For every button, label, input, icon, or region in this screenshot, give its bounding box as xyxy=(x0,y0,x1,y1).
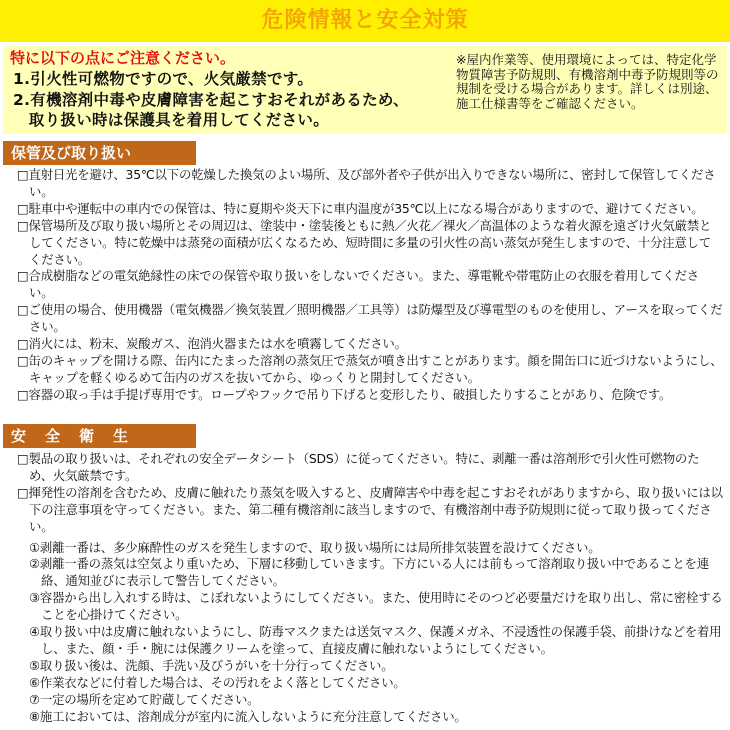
hygiene-list xyxy=(17,451,723,726)
list-item: □駐車中や運転中の車内での保管は、特に夏期や炎天下に車内温度が35℃以上になる場合がありますので、避けてください。 xyxy=(17,200,704,216)
notice-box xyxy=(3,45,727,134)
page-title: 危険情報と安全対策 xyxy=(261,8,469,33)
sub-item: ④取り扱い中は皮膚に触れないようにし、防毒マスクまたは送気マスク、保護メガネ、不浸透性の保護手袋、前掛けなどを着用し、また、顔・手・腕には保護クリームを塗って、直接皮膚に触れないようにしてください。 xyxy=(29,624,722,656)
list-item: □消火には、粉末、炭酸ガス、泡消火器または水を噴霧してください。 xyxy=(17,336,407,352)
list-item: □ご使用の場合、使用機器（電気機器／換気装置／照明機器／工具等）は防爆型及び導電型のものを使用し、アースを取ってください。 xyxy=(17,302,723,335)
list-item: □容器の取っ手は手提げ専用です。ロープやフックで吊り下げると変形したり、破損したりすることがあり、危険です。 xyxy=(17,386,672,402)
notice-heading: 特に以下の点にご注意ください。 xyxy=(10,49,236,67)
notice-line: 取り扱い時は保護具を着用してください。 xyxy=(13,111,330,129)
sub-item: ⑦一定の場所を定めて貯蔵してください。 xyxy=(29,691,260,707)
list-item: □合成樹脂などの電気絶縁性の床での保管や取り扱いをしないでください。また、導電靴や帯電防止の衣服を着用してください。 xyxy=(17,268,699,301)
list-item: □直射日光を避け、35℃以下の乾燥した換気のよい場所、及び部外者や子供が出入りできない場所に、密封して保管してください。 xyxy=(17,167,716,199)
sub-item: ⑥作業衣などに付着した場合は、その汚れをよく落としてください。 xyxy=(29,674,406,690)
notice-line: 2.有機溶剤中毒や皮膚障害を起こすおそれがあるため、 xyxy=(13,91,409,109)
title-band xyxy=(0,0,730,42)
sub-item: ③容器から出し入れする時は、こぼれないようにしてください。また、使用時にそのつど必要量だけを取り出し、常に密栓することを心掛けてください。 xyxy=(29,590,723,623)
sub-item: ②剥離一番の蒸気は空気より重いため、下層に移動していきます。下方にいる人には前もって溶剤取り扱い中であることを連絡、通知並びに表示して警告してください。 xyxy=(29,556,709,589)
list-item: □保管場所及び取り扱い場所とその周辺は、塗装中・塗装後ともに熱／火花／裸火／高温体のような着火源を遠ざけ火気厳禁としてください。特に乾燥中は蒸発の面積が広くなるため、短時間に多量の引火性の高い蒸気が発生しますので、十分注意してください。 xyxy=(17,217,712,267)
sub-item: ⑤取り扱い後は、洗顔、手洗い及びうがいを十分行ってください。 xyxy=(29,657,394,673)
list-item: □缶のキャップを開ける際、缶内にたまった溶剤の蒸気圧で蒸気が噴き出すことがあります。顔を開缶口に近づけないようにし、キャップを軽くゆるめて缶内のガスを抜いてから、ゆっくりと開封してください。 xyxy=(17,352,723,385)
section-header-storage: 保管及び取り扱い xyxy=(3,141,196,165)
sub-item: ⑧施工においては、溶剤成分が室内に流入しないように充分注意してください。 xyxy=(29,708,467,724)
list-item: □揮発性の溶剤を含むため、皮膚に触れたり蒸気を吸入すると、皮膚障害や中毒を起こすおそれがありますから、取り扱いには以下の注意事項を守ってください。また、第二種有機溶剤に該当しますので、有機溶剤中毒予防規則に従って取り扱ってください。 xyxy=(17,484,723,534)
list-item: □製品の取り扱いは、それぞれの安全データシート（SDS）に従ってください。特に、剥離一番は溶剤形で引火性可燃物のため、火気厳禁です。 xyxy=(17,451,700,483)
regulation-note: ※屋内作業等、使用環境によっては、特定化学物質障害予防規則、有機溶剤中毒予防規則等の規制を受ける場合があります。詳しくは別途、施工仕様書等をご確認ください。 xyxy=(456,52,719,111)
storage-list xyxy=(17,167,723,404)
sub-item: ①剥離一番は、多少麻酔性のガスを発生しますので、取り扱い場所には局所排気装置を設けてください。 xyxy=(29,539,601,555)
notice-line: 1.引火性可燃物ですので、火気厳禁です。 xyxy=(13,70,314,88)
section-header-hygiene: 安 全 衛 生 xyxy=(3,424,196,448)
